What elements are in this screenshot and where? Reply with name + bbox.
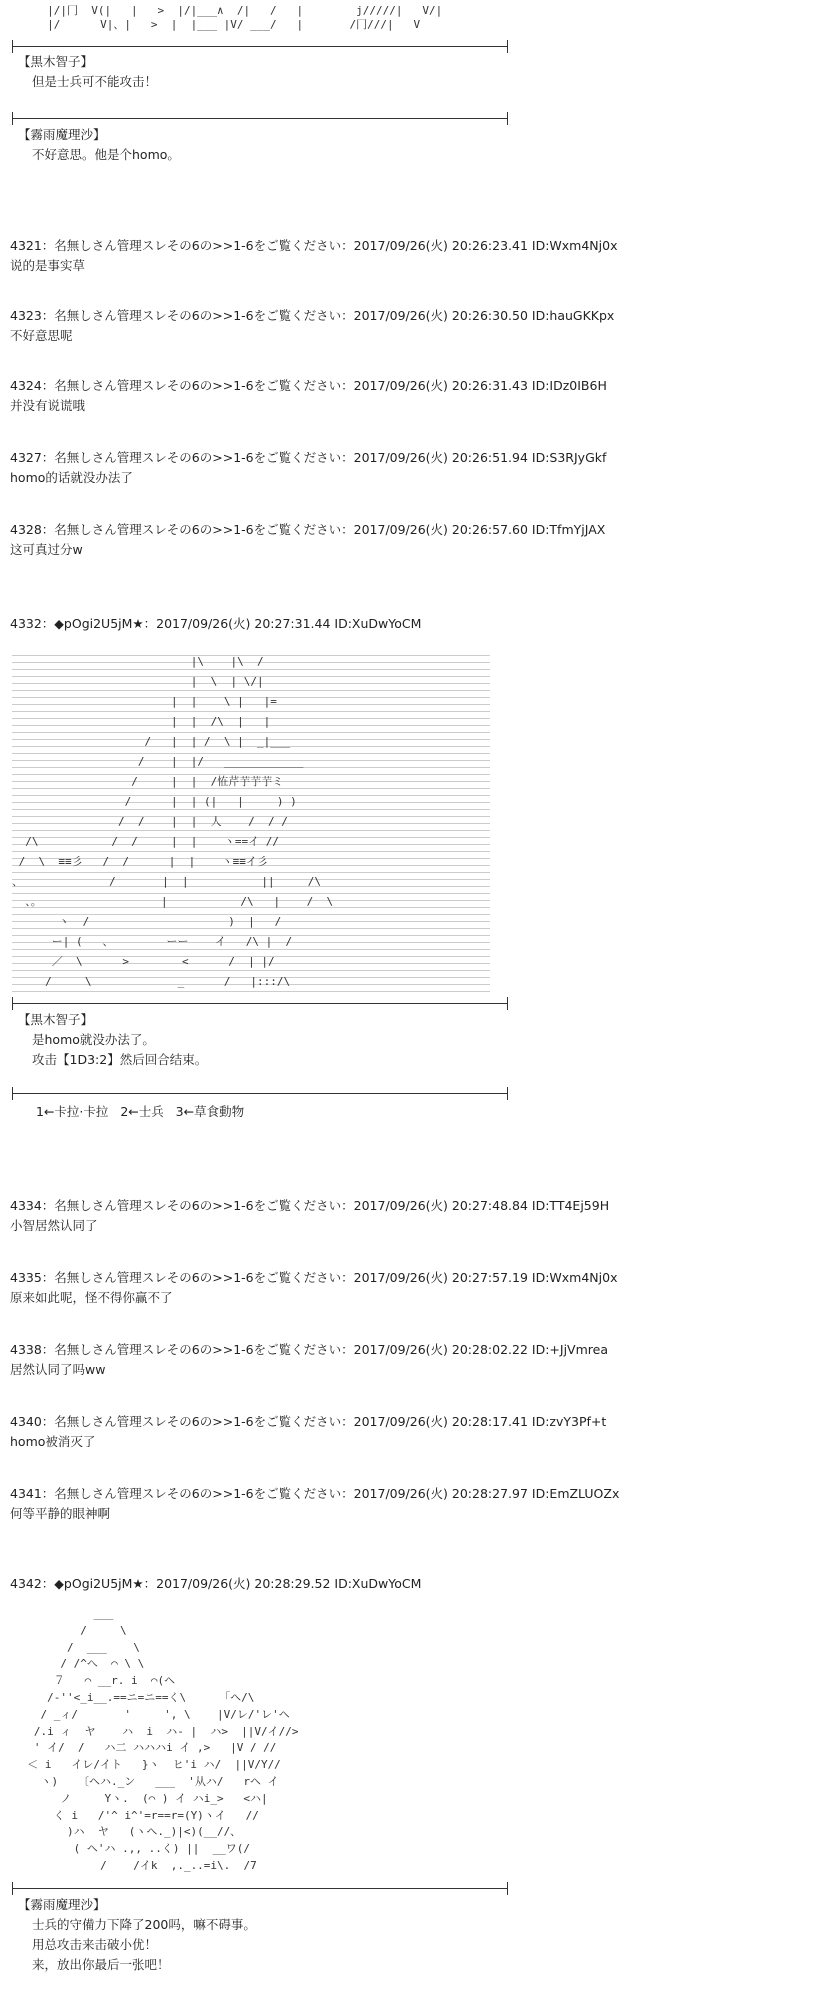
- ascii-art-line: / /イk ,._..=i\. /7: [14, 1858, 257, 1872]
- scene-divider: [12, 1888, 508, 1889]
- ascii-art-line: / / | | 人 / / /: [12, 815, 288, 828]
- ascii-art-line: / | | / \ | _|___: [12, 735, 291, 748]
- dialogue-line: 不好意思。他是个homo。: [32, 147, 180, 162]
- ascii-art-line: / | | /恠芹芋芋芋ミ: [12, 775, 284, 788]
- ascii-art-line: ' イ/ / ハ二 ハハハi イ ,> |V / //: [14, 1741, 277, 1755]
- op-post-header: 4342：◆pOgi2U5jM★：2017/09/26(火) 20:28:29.52 ID:XuDwYoCM: [10, 1576, 422, 1591]
- speaker-name: 【黒木智子】: [18, 54, 94, 69]
- ascii-art-line: /-''<_i__.==ニ=ニ==く\ 「ヘ/\: [14, 1690, 255, 1704]
- post-header: 4340：名無しさん管理スレその6の>>1-6をご覧ください：2017/09/26(火) 20:28:17.41 ID:zvY3Pf+t: [10, 1414, 607, 1429]
- ascii-art-line: ／ \ > < / | |/: [12, 955, 275, 968]
- post-header: 4338：名無しさん管理スレその6の>>1-6をご覧ください：2017/09/26(火) 20:28:02.22 ID:+JjVmrea: [10, 1342, 608, 1357]
- post-body: 并没有说谎哦: [10, 398, 86, 413]
- scene-divider: [12, 1093, 508, 1094]
- ascii-art-scene-2: [14, 1606, 299, 1875]
- dialogue-line: 攻击【1D3:2】然后回合结束。: [32, 1052, 208, 1067]
- top-ascii-line-1: |/|冂 V(| | > |/|___∧ /| / | j/////| V/|: [14, 4, 443, 17]
- post-header: 4323：名無しさん管理スレその6の>>1-6をご覧ください：2017/09/26(火) 20:26:30.50 ID:hauGKKpx: [10, 308, 615, 323]
- ascii-art-line: ＜ i イレ/イト }ヽ ヒ'i ハ/ ||V/Y//: [14, 1758, 281, 1772]
- post-header: 4324：名無しさん管理スレその6の>>1-6をご覧ください：2017/09/26(火) 20:26:31.43 ID:IDz0IB6H: [10, 378, 607, 393]
- ascii-art-line: / \ ≡≡彡 / / | | ヽ≡≡イ彡: [12, 855, 268, 868]
- ascii-art-scene-1: [12, 652, 333, 992]
- post-body: 不好意思呢: [10, 328, 73, 343]
- ascii-art-line: ヽ / ) | /: [12, 915, 282, 928]
- ascii-art-line: ( ヘ'ハ .,, ..く) || __ワ(/: [14, 1842, 251, 1856]
- speaker-name: 【霧雨魔理沙】: [18, 1897, 106, 1912]
- post-header: 4335：名無しさん管理スレその6の>>1-6をご覧ください：2017/09/26(火) 20:27:57.19 ID:Wxm4Nj0x: [10, 1270, 618, 1285]
- ascii-art-line: 、。 | /\ | / \: [12, 895, 334, 908]
- post-body: 小智居然认同了: [10, 1218, 98, 1233]
- ascii-art-line: ７ ⌒ __r. i ⌒(ヘ: [14, 1674, 176, 1688]
- ascii-art-line: /.i ィ ヤ ハ i ハ- | ハ> ||V/イ//>: [14, 1724, 299, 1738]
- ascii-art-line: |\ |\ /: [12, 655, 264, 668]
- post-header: 4321：名無しさん管理スレその6の>>1-6をご覧ください：2017/09/26(火) 20:26:23.41 ID:Wxm4Nj0x: [10, 238, 618, 253]
- ascii-art-line: / | | (| | ) ): [12, 795, 297, 808]
- ascii-art-line: / _ィ/ ' ', \ |V/レ/'レ'ヘ: [14, 1707, 290, 1721]
- ascii-art-line: ノ Yヽ. (⌒ ) イ ハi_> <ハ|: [14, 1791, 268, 1805]
- option-list: 1←卡拉·卡拉 2←士兵 3←草食動物: [36, 1104, 245, 1119]
- post-body: homo被消灭了: [10, 1434, 96, 1449]
- ascii-art-line: / | |/ ____________: [12, 755, 304, 768]
- scene-divider: [12, 46, 508, 47]
- top-ascii-line-2: |/ V|、| > | |___ |V/ ___/ | /冂///| V: [14, 18, 421, 31]
- ascii-art-line: /\ / / | | ヽ==イ //: [12, 835, 280, 848]
- post-header: 4328：名無しさん管理スレその6の>>1-6をご覧ください：2017/09/26(火) 20:26:57.60 ID:TfmYjJAX: [10, 522, 606, 537]
- post-header: 4327：名無しさん管理スレその6の>>1-6をご覧ください：2017/09/26(火) 20:26:51.94 ID:S3RJyGkf: [10, 450, 607, 465]
- post-body: 居然认同了吗ww: [10, 1362, 106, 1377]
- dialogue-line: 来，放出你最后一张吧！: [32, 1957, 170, 1972]
- dialogue-line: 用总攻击来击破小优！: [32, 1937, 158, 1952]
- post-body: 这可真过分w: [10, 542, 83, 557]
- ascii-art-line: ___: [14, 1607, 114, 1620]
- ascii-art-line: / ___ \: [14, 1640, 140, 1654]
- ascii-art-line: / /^へ ⌒ \ \: [14, 1657, 145, 1671]
- post-body: homo的话就没办法了: [10, 470, 133, 485]
- dialogue-line: 是homo就没办法了。: [32, 1032, 155, 1047]
- ascii-art-line: / \ _ / |:::/\: [12, 975, 291, 988]
- ascii-art-line: 、 / | | || /\: [12, 875, 322, 888]
- ascii-art-line: ー| ( 、 ーー イ /\ | /: [12, 935, 293, 948]
- post-body: 说的是事实草: [10, 258, 86, 273]
- post-header: 4341：名無しさん管理スレその6の>>1-6をご覧ください：2017/09/26(火) 20:28:27.97 ID:EmZLUOZx: [10, 1486, 620, 1501]
- speaker-name: 【霧雨魔理沙】: [18, 127, 106, 142]
- scene-divider: [12, 1003, 508, 1004]
- ascii-art-line: く i /'^ i^'=r==r=(Y)ヽイ //: [14, 1808, 259, 1822]
- dialogue-line: 士兵的守備力下降了200吗，嘛不碍事。: [32, 1917, 256, 1932]
- post-header: 4334：名無しさん管理スレその6の>>1-6をご覧ください：2017/09/26(火) 20:27:48.84 ID:TT4Ej59H: [10, 1198, 610, 1213]
- ascii-art-line: | | /\ | |: [12, 715, 271, 728]
- post-body: 何等平静的眼神啊: [10, 1506, 111, 1521]
- post-body: 原来如此呢，怪不得你赢不了: [10, 1290, 173, 1305]
- ascii-art-line: ヽ) 〔ヘハ._ン ___ '从ハ/ rヘ イ: [14, 1774, 279, 1788]
- ascii-art-line: / \: [14, 1623, 127, 1637]
- op-post-header: 4332：◆pOgi2U5jM★：2017/09/26(火) 20:27:31.44 ID:XuDwYoCM: [10, 616, 422, 631]
- scene-divider: [12, 118, 508, 119]
- ascii-art-line: | | \ | |=: [12, 695, 277, 708]
- dialogue-line: 但是士兵可不能攻击！: [32, 74, 158, 89]
- ascii-art-line: | \ | \/|: [12, 675, 264, 688]
- speaker-name: 【黒木智子】: [18, 1012, 94, 1027]
- ascii-art-line: )ハ ヤ (ヽヘ._)|<)(__//、: [14, 1825, 242, 1839]
